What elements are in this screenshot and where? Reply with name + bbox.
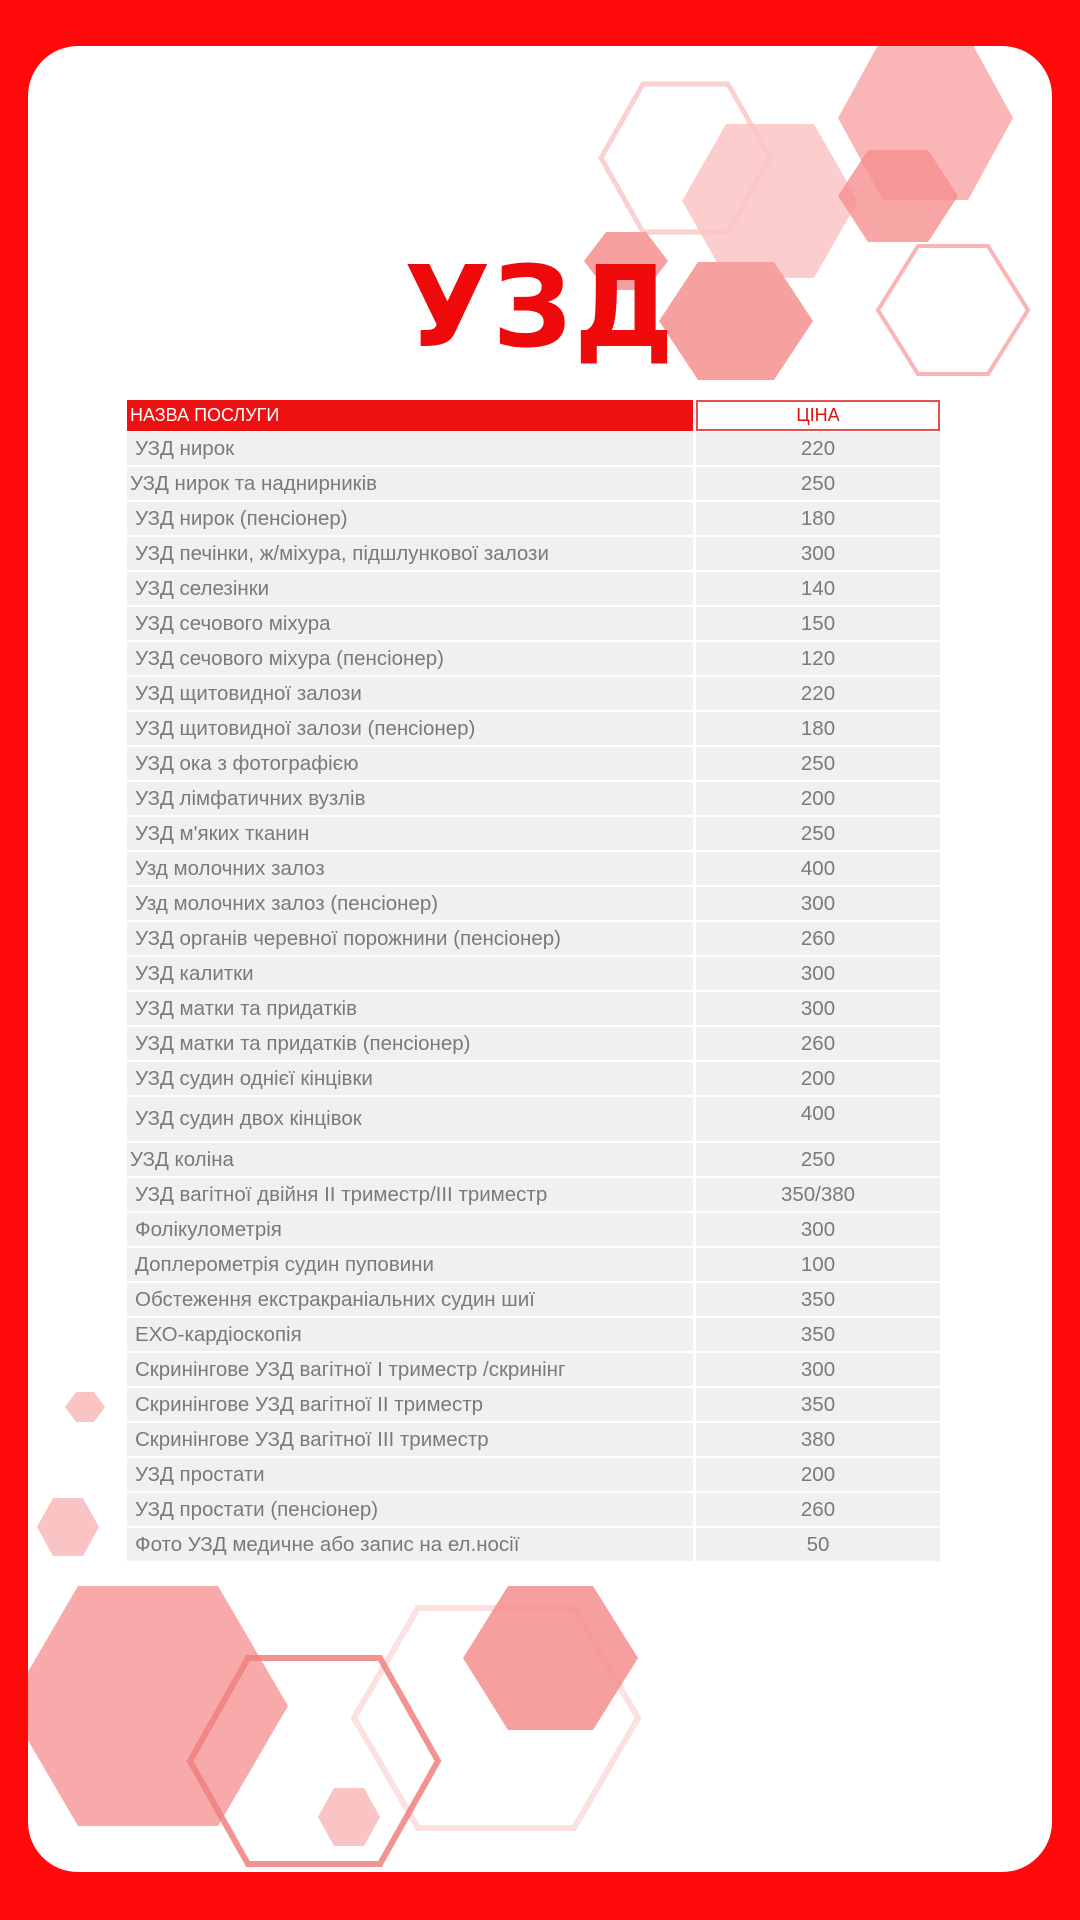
service-name: УЗД судин двох кінцівок <box>127 1097 693 1143</box>
header-price: ЦІНА <box>696 400 940 431</box>
service-price: 100 <box>696 1248 940 1283</box>
service-name: УЗД нирок <box>127 432 693 467</box>
service-name: Скринінгове УЗД вагітної ІІІ триместр <box>127 1423 693 1458</box>
table-row <box>127 712 940 747</box>
table-row <box>127 1423 940 1458</box>
service-price: 120 <box>696 642 940 677</box>
table-row <box>127 572 940 607</box>
service-name: УЗД органів черевної порожнини (пенсіонер) <box>127 922 693 957</box>
service-name: УЗД сечового міхура (пенсіонер) <box>127 642 693 677</box>
hexagon-shape <box>37 1498 99 1556</box>
table-row <box>127 1493 940 1528</box>
table-row <box>127 1283 940 1318</box>
service-name: УЗД селезінки <box>127 572 693 607</box>
service-name: Фото УЗД медичне або запис на ел.носії <box>127 1528 693 1563</box>
table-row <box>127 887 940 922</box>
service-price: 300 <box>696 957 940 992</box>
table-row <box>127 1062 940 1097</box>
service-price: 300 <box>696 537 940 572</box>
service-price: 140 <box>696 572 940 607</box>
service-price: 300 <box>696 1353 940 1388</box>
service-price: 300 <box>696 992 940 1027</box>
table-row <box>127 607 940 642</box>
service-name: УЗД судин однієї кінцівки <box>127 1062 693 1097</box>
service-price: 400 <box>696 852 940 887</box>
price-table <box>127 400 940 1563</box>
header-service-name: НАЗВА ПОСЛУГИ <box>127 400 693 431</box>
service-price: 250 <box>696 817 940 852</box>
service-price: 220 <box>696 432 940 467</box>
service-price: 260 <box>696 1493 940 1528</box>
table-row <box>127 642 940 677</box>
service-price: 350 <box>696 1283 940 1318</box>
service-name: Узд молочних залоз <box>127 852 693 887</box>
service-price: 200 <box>696 1062 940 1097</box>
service-price: 300 <box>696 887 940 922</box>
service-price: 150 <box>696 607 940 642</box>
table-row <box>127 1178 940 1213</box>
service-price: 350 <box>696 1388 940 1423</box>
service-name: УЗД вагітної двійня ІІ триместр/ІІІ триместр <box>127 1178 693 1213</box>
table-row <box>127 537 940 572</box>
table-row <box>127 922 940 957</box>
service-name: Доплерометрія судин пуповини <box>127 1248 693 1283</box>
service-price: 180 <box>696 502 940 537</box>
service-price: 50 <box>696 1528 940 1563</box>
table-row <box>127 1213 940 1248</box>
service-name: УЗД нирок та наднирників <box>127 467 693 502</box>
service-name: Обстеження екстракраніальних судин шиї <box>127 1283 693 1318</box>
table-row <box>127 817 940 852</box>
service-name: УЗД нирок (пенсіонер) <box>127 502 693 537</box>
service-price: 300 <box>696 1213 940 1248</box>
table-row <box>127 747 940 782</box>
service-name: УЗД калитки <box>127 957 693 992</box>
service-price: 260 <box>696 1027 940 1062</box>
table-row <box>127 1027 940 1062</box>
table-row <box>127 782 940 817</box>
service-price: 200 <box>696 1458 940 1493</box>
table-row <box>127 1353 940 1388</box>
service-name: УЗД щитовидної залози (пенсіонер) <box>127 712 693 747</box>
table-row <box>127 1318 940 1353</box>
service-price: 260 <box>696 922 940 957</box>
service-name: УЗД матки та придатків (пенсіонер) <box>127 1027 693 1062</box>
table-row <box>127 852 940 887</box>
hexagon-shape <box>318 1788 380 1846</box>
service-name: УЗД простати (пенсіонер) <box>127 1493 693 1528</box>
table-body <box>127 432 940 1563</box>
table-row <box>127 432 940 467</box>
service-name: УЗД щитовидної залози <box>127 677 693 712</box>
table-header <box>127 400 940 431</box>
service-name: Узд молочних залоз (пенсіонер) <box>127 887 693 922</box>
service-name: УЗД ока з фотографією <box>127 747 693 782</box>
price-card <box>28 46 1052 1872</box>
table-row <box>127 1248 940 1283</box>
service-price: 180 <box>696 712 940 747</box>
table-row <box>127 1097 940 1143</box>
table-row <box>127 467 940 502</box>
table-row <box>127 677 940 712</box>
service-price: 250 <box>696 1143 940 1178</box>
table-row <box>127 1143 940 1178</box>
service-price: 250 <box>696 467 940 502</box>
service-price: 400 <box>696 1097 940 1143</box>
service-name: Скринінгове УЗД вагітної І триместр /скринінг <box>127 1353 693 1388</box>
hexagon-shape <box>65 1392 105 1422</box>
service-name: УЗД сечового міхура <box>127 607 693 642</box>
service-name: УЗД простати <box>127 1458 693 1493</box>
table-row <box>127 502 940 537</box>
service-price: 350/380 <box>696 1178 940 1213</box>
service-price: 200 <box>696 782 940 817</box>
page-title: УЗД <box>404 243 676 373</box>
service-name: УЗД матки та придатків <box>127 992 693 1027</box>
table-row <box>127 957 940 992</box>
service-price: 250 <box>696 747 940 782</box>
service-name: УЗД м'яких тканин <box>127 817 693 852</box>
service-price: 380 <box>696 1423 940 1458</box>
service-name: Фолікулометрія <box>127 1213 693 1248</box>
table-row <box>127 1528 940 1563</box>
hexagon-shape <box>28 1586 288 1826</box>
table-row <box>127 1458 940 1493</box>
table-row <box>127 992 940 1027</box>
service-name: ЕХО-кардіоскопія <box>127 1318 693 1353</box>
service-name: УЗД печінки, ж/міхура, підшлункової залози <box>127 537 693 572</box>
service-name: УЗД коліна <box>127 1143 693 1178</box>
service-price: 220 <box>696 677 940 712</box>
service-name: Скринінгове УЗД вагітної ІІ триместр <box>127 1388 693 1423</box>
service-price: 350 <box>696 1318 940 1353</box>
service-name: УЗД лімфатичних вузлів <box>127 782 693 817</box>
table-row <box>127 1388 940 1423</box>
